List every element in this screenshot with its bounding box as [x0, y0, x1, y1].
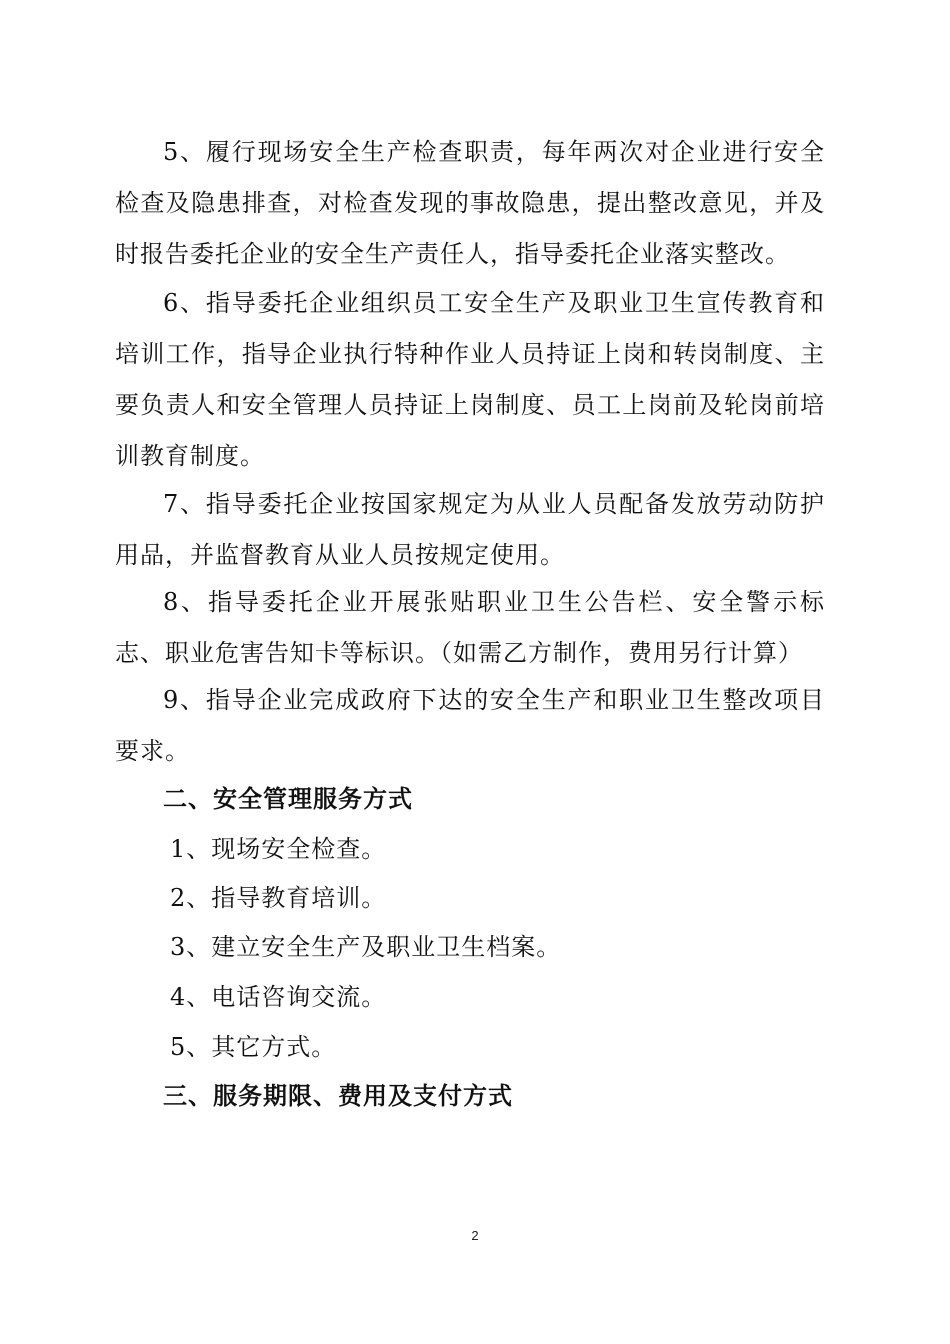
paragraph-item-5: 5、履行现场安全生产检查职责，每年两次对企业进行安全检查及隐患排查，对检查发现的事故隐患，提出整改意见，并及时报告委托企业的安全生产责任人，指导委托企业落实整改。: [115, 138, 825, 268]
list-item: 3、建立安全生产及职业卫生档案。: [170, 933, 562, 961]
list-item: 5、其它方式。: [170, 1033, 337, 1061]
paragraph-item-8: 8、指导委托企业开展张贴职业卫生公告栏、安全警示标志、职业危害告知卡等标识。（如需乙方制作，费用另行计算）: [115, 588, 825, 667]
section-heading-service-methods: 二、安全管理服务方式: [163, 785, 413, 813]
section-heading-service-term: 三、服务期限、费用及支付方式: [163, 1082, 513, 1110]
list-item: 4、电话咨询交流。: [170, 983, 387, 1011]
list-item: 1、现场安全检查。: [170, 835, 387, 863]
paragraph-item-9: 9、指导企业完成政府下达的安全生产和职业卫生整改项目要求。: [115, 686, 825, 765]
paragraph-item-6: 6、指导委托企业组织员工安全生产及职业卫生宣传教育和培训工作，指导企业执行特种作业人员持证上岗和转岗制度、主要负责人和安全管理人员持证上岗制度、员工上岗前及轮岗前培训教育制度。: [115, 289, 825, 470]
page-number: 2: [471, 1228, 479, 1243]
list-item: 2、指导教育培训。: [170, 884, 387, 912]
paragraph-item-7: 7、指导委托企业按国家规定为从业人员配备发放劳动防护用品，并监督教育从业人员按规定使用。: [115, 490, 825, 569]
